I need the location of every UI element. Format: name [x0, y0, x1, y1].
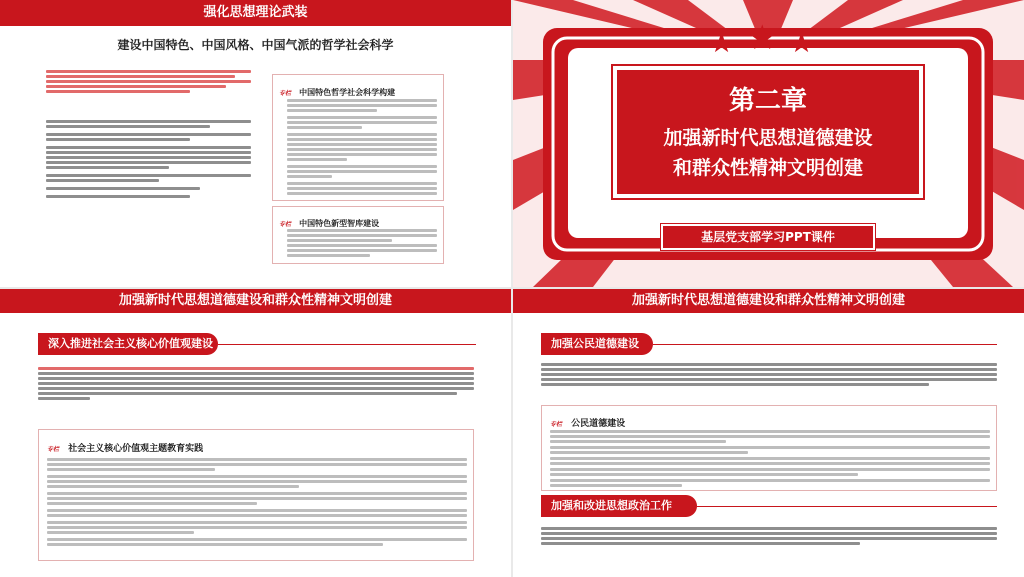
slide1-box-thinktank — [272, 206, 444, 264]
slide4-divider-1 — [653, 344, 997, 345]
slide3-banner: 加强新时代思想道德建设和群众性精神文明创建 — [118, 293, 392, 308]
slide-3[interactable] — [0, 289, 511, 577]
slide3-box-education — [38, 429, 474, 561]
slide3-body-text — [38, 365, 474, 402]
slide-2-cover[interactable] — [513, 0, 1024, 287]
slide3-section-tag — [38, 333, 218, 355]
slide1-intro-text — [46, 68, 251, 95]
slide1-heading: 建设中国特色、中国风格、中国气派的哲学社会科学 — [117, 38, 394, 52]
slide4-body-text-2 — [541, 525, 997, 547]
slide4-box-tag: 专栏 — [550, 421, 563, 428]
slide4-section2-title: 加强和改进思想政治工作 — [551, 499, 672, 512]
cover-title-line1: 加强新时代思想道德建设 — [663, 127, 873, 149]
slide4-banner: 加强新时代思想道德建设和群众性精神文明创建 — [631, 293, 905, 308]
slide4-section1-tag — [541, 333, 653, 355]
slide1-banner: 强化思想理论武装 — [0, 0, 511, 26]
slide1-box-philosophy — [272, 74, 444, 201]
slide1-box1-tag: 专栏 — [279, 90, 292, 97]
star-icon: ★ — [709, 26, 735, 59]
star-icon: ★ — [747, 18, 778, 58]
slide4-box-morality — [541, 405, 997, 491]
slide4-section1-title: 加强公民道德建设 — [551, 337, 639, 350]
slide4-divider-2 — [697, 506, 997, 507]
cover-subtitle: 基层党支部学习PPT课件 — [701, 230, 835, 244]
slide4-box-title: 公民道德建设 — [571, 419, 626, 429]
slide-4[interactable] — [513, 289, 1024, 577]
slide4-section2-tag — [541, 495, 697, 517]
slide1-box1-title: 中国特色哲学社会科学构建 — [299, 88, 396, 97]
slide3-section-title: 深入推进社会主义核心价值观建设 — [48, 337, 213, 350]
slide3-box-title: 社会主义核心价值观主题教育实践 — [68, 444, 204, 454]
chapter-label: 第二章 — [728, 86, 807, 116]
slide1-box2-title: 中国特色新型智库建设 — [299, 219, 380, 228]
slide1-box2-tag: 专栏 — [279, 221, 292, 228]
cover-subtitle-bar — [661, 224, 875, 250]
slide-1[interactable] — [0, 0, 511, 287]
slide3-box-tag: 专栏 — [47, 446, 60, 453]
slide4-body-text-1 — [541, 361, 997, 388]
star-icon: ★ — [789, 26, 815, 59]
slide3-divider — [218, 344, 476, 345]
cover-title-line2: 和群众性精神文明创建 — [672, 157, 863, 179]
slide1-bullet-list — [46, 118, 251, 200]
cover-title-panel — [613, 66, 923, 198]
